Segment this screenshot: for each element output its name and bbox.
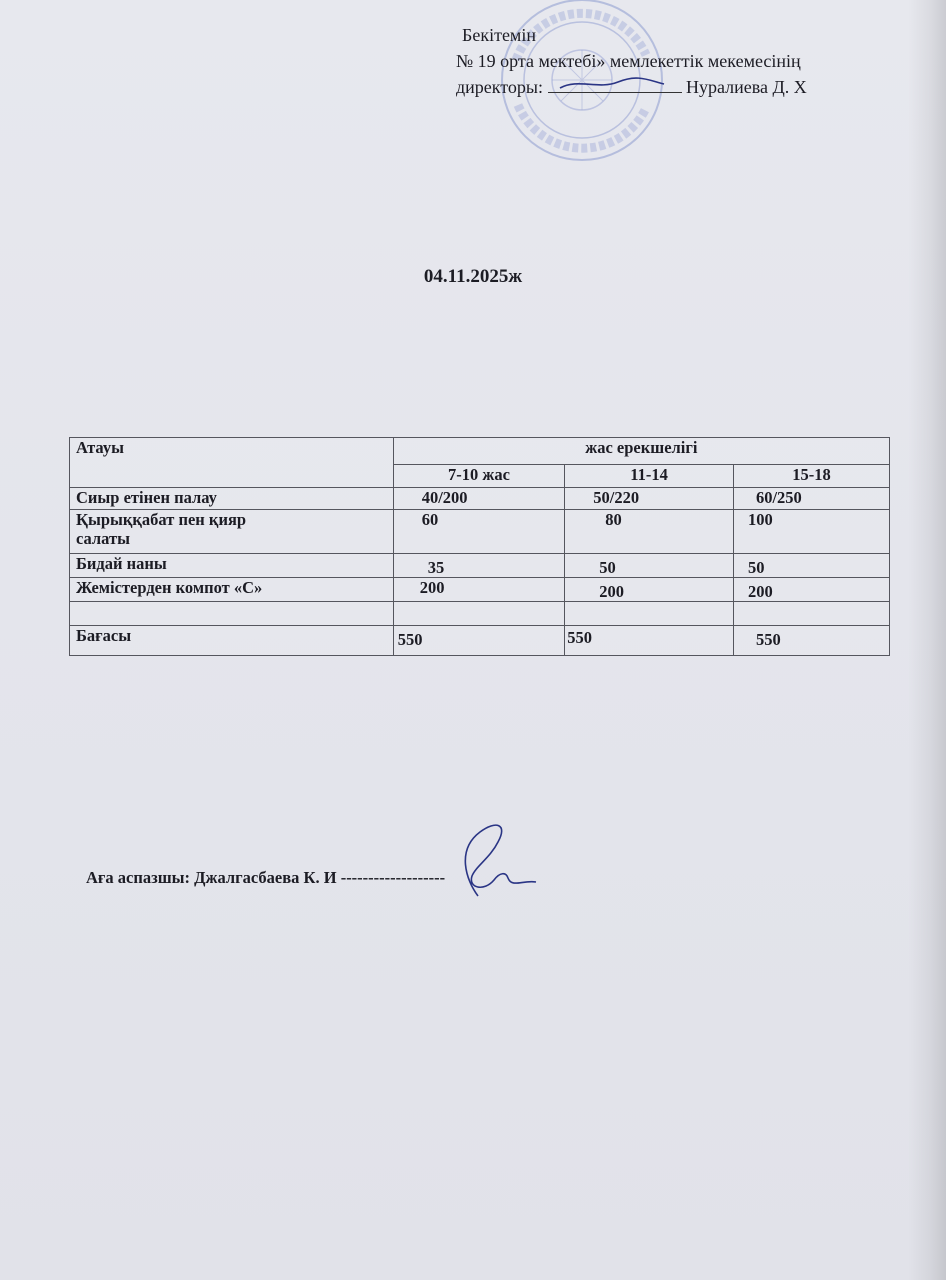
dish-value: 200 xyxy=(393,578,565,602)
director-name: Нуралиева Д. Х xyxy=(686,77,807,97)
dish-value: 50 xyxy=(565,554,734,578)
table-row xyxy=(70,488,890,510)
dish-value: 60 xyxy=(393,510,565,554)
page-edge-shadow xyxy=(908,0,946,1280)
dish-name: Сиыр етінен палау xyxy=(70,488,394,510)
dish-value: 50/220 xyxy=(565,488,734,510)
approval-title: Бекітемін xyxy=(462,25,536,45)
dish-value: 200 xyxy=(565,578,734,602)
dish-value: 50 xyxy=(733,554,889,578)
price-row xyxy=(70,626,890,656)
dish-name: Жемістерден компот «С» xyxy=(70,578,394,602)
approval-organization: № 19 орта мектебі» мемлекеттік мекемесінің xyxy=(456,51,801,71)
price-value: 550 xyxy=(393,626,565,656)
document-date: 04.11.2025ж xyxy=(423,266,523,287)
header-name-cell: Атауы xyxy=(70,438,394,488)
dish-value xyxy=(393,602,565,626)
dish-name: Қырыққабат пен қияр салаты xyxy=(70,510,394,554)
menu-table xyxy=(69,437,890,656)
dish-name: Бидай наны xyxy=(70,554,394,578)
table-row xyxy=(70,554,890,578)
dish-value: 80 xyxy=(565,510,734,554)
dish-value xyxy=(733,602,889,626)
director-signature xyxy=(548,78,682,93)
table-header-row xyxy=(70,438,890,465)
table-row xyxy=(70,578,890,602)
table-row-empty xyxy=(70,602,890,626)
price-value: 550 xyxy=(565,626,734,656)
head-chef-signature xyxy=(436,810,546,915)
age-group-1: 7-10 жас xyxy=(393,465,565,488)
dish-value xyxy=(565,602,734,626)
head-chef-line: Аға аспазшы: Джалгасбаева К. И ------------------- xyxy=(86,868,446,887)
dish-value: 60/250 xyxy=(733,488,889,510)
dish-value: 40/200 xyxy=(393,488,565,510)
price-label: Бағасы xyxy=(70,626,394,656)
director-label: директоры: xyxy=(456,77,544,97)
approval-director-line xyxy=(456,74,807,100)
header-age-group: жас ерекшелігі xyxy=(393,438,889,465)
approval-block xyxy=(456,22,807,100)
age-group-2: 11-14 xyxy=(565,465,734,488)
age-group-3: 15-18 xyxy=(733,465,889,488)
table-row xyxy=(70,510,890,554)
dish-value: 200 xyxy=(733,578,889,602)
dish-value: 35 xyxy=(393,554,565,578)
dish-name xyxy=(70,602,394,626)
price-value: 550 xyxy=(733,626,889,656)
dish-value: 100 xyxy=(733,510,889,554)
